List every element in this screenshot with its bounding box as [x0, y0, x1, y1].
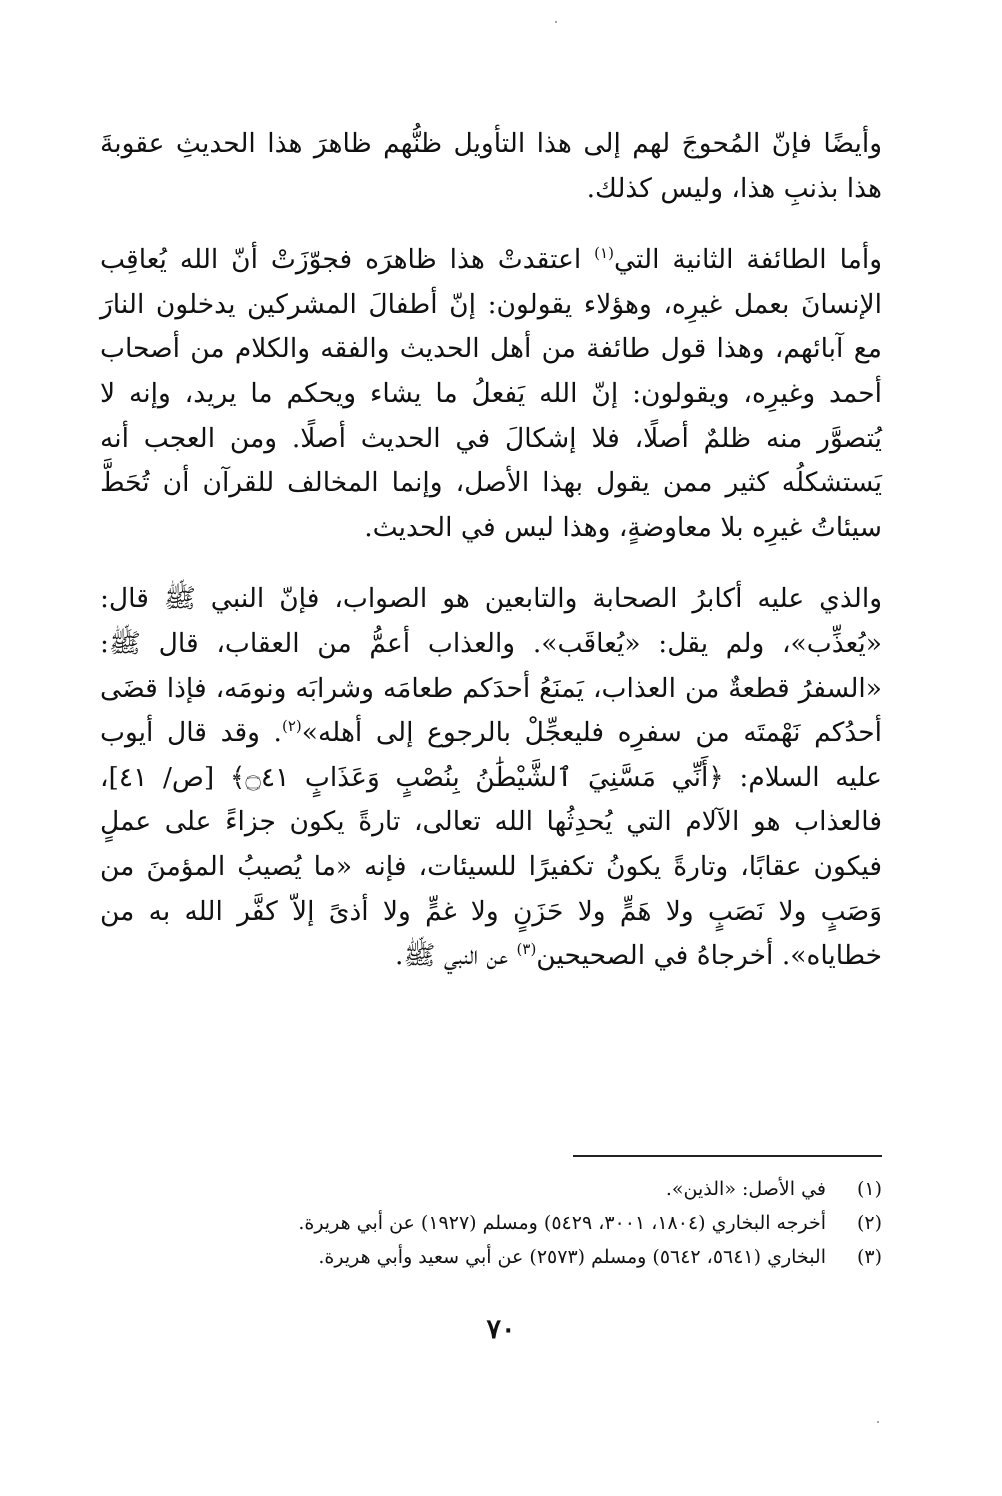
paragraph-3 — [100, 577, 882, 978]
paragraph-3-text-c: عن النبي ﷺ. — [395, 940, 517, 972]
main-text — [100, 122, 882, 979]
scan-speck — [555, 21, 557, 23]
footnote-ref-1[interactable]: (١) — [594, 244, 614, 263]
footnote-number: (١) — [856, 1178, 882, 1200]
footnote-text: البخاري (٥٦٤١، ٥٦٤٢) ومسلم (٢٥٧٣) عن أبي سعيد وأبي هريرة. — [318, 1246, 826, 1268]
paragraph-3-text-a: والذي عليه أكابرُ الصحابة والتابعين هو الصواب، فإنّ النبي ﷺ قال: «يُعذِّب»، ولم يقل: «يُعاقَب». والعذاب أعمُّ من العقاب، قال ﷺ: «السفرُ قطعةٌ من العذاب، يَمنَعُ أحدَكم طعامَه وشرابَه ونومَه، فإذا قضَى أحدُكم نَهْمتَه من سفرِه فليعجِّلْ بالرجوع إلى أهله» — [100, 583, 882, 749]
paragraph-2 — [100, 238, 882, 550]
paragraph-1 — [100, 122, 882, 211]
paragraph-1-text: وأيضًا فإنّ المُحوجَ لهم إلى هذا التأويل ظنُّهم ظاهرَ هذا الحديثِ عقوبةَ هذا بذنبِ هذا، وليس كذلك. — [100, 128, 882, 204]
footnote-number: (٣) — [856, 1246, 882, 1268]
footnote-ref-3[interactable]: (٣) — [516, 940, 537, 959]
scan-speck — [877, 1421, 879, 1423]
footnote-2 — [100, 1206, 882, 1240]
footnote-text: في الأصل: «الذين». — [665, 1178, 826, 1200]
footnote-separator — [573, 1155, 882, 1157]
paragraph-2-text-b: اعتقدتْ هذا ظاهرَه فجوّزَتْ أنّ الله يُعاقِب الإنسانَ بعمل غيرِه، وهؤلاء يقولون: إنّ أطفالَ المشركين يدخلون النارَ مع آبائهم، وهذا قول طائفة من أهل الحديث والفقه والكلام من أصحاب أحمد وغيرِه، ويقولون: إنّ الله يَفعلُ ما يشاء ويحكم ما يريد، وإنه لا يُتصوَّر منه ظلمٌ أصلًا، فلا إشكالَ في الحديث أصلًا. ومن العجب أنه يَستشكلُه كثير ممن يقول بهذا الأصل، وإنما المخالف للقرآن أن تُحَطَّ سيئاتُ غيرِه بلا معاوضةٍ، وهذا ليس في الحديث. — [100, 244, 882, 543]
page-number: ٧٠ — [486, 1314, 516, 1345]
footnote-3 — [100, 1240, 882, 1274]
footnote-ref-2[interactable]: (٢) — [281, 717, 302, 736]
paragraph-2-text-a: وأما الطائفة الثانية التي — [613, 244, 882, 276]
paragraph-3-text-b: . وقد قال أيوب عليه السلام: ﴿أَنِّي مَسَّنِيَ ٱلشَّيْطَٰنُ بِنُصْبٍ وَعَذَابٍ ۝٤١﴾ [ص/ ٤١]، فالعذاب هو الآلام التي يُحدِثُها الله تعالى، تارةً يكون جزاءً على عملٍ فيكون عقابًا، وتارةً يكونُ تكفيرًا للسيئات، فإنه «ما يُصيبُ المؤمنَ من وَصَبٍ ولا نَصَبٍ ولا هَمٍّ ولا حَزَنٍ ولا غمٍّ ولا أذىً إلاّ كفَّر الله به من خطاياه». أخرجاهُ في الصحيحين — [100, 717, 882, 972]
footnote-number: (٢) — [856, 1212, 882, 1234]
footnote-text: أخرجه البخاري (١٨٠٤، ٣٠٠١، ٥٤٢٩) ومسلم (١٩٢٧) عن أبي هريرة. — [298, 1212, 826, 1234]
footnote-1 — [100, 1172, 882, 1206]
footnotes — [100, 1172, 882, 1274]
